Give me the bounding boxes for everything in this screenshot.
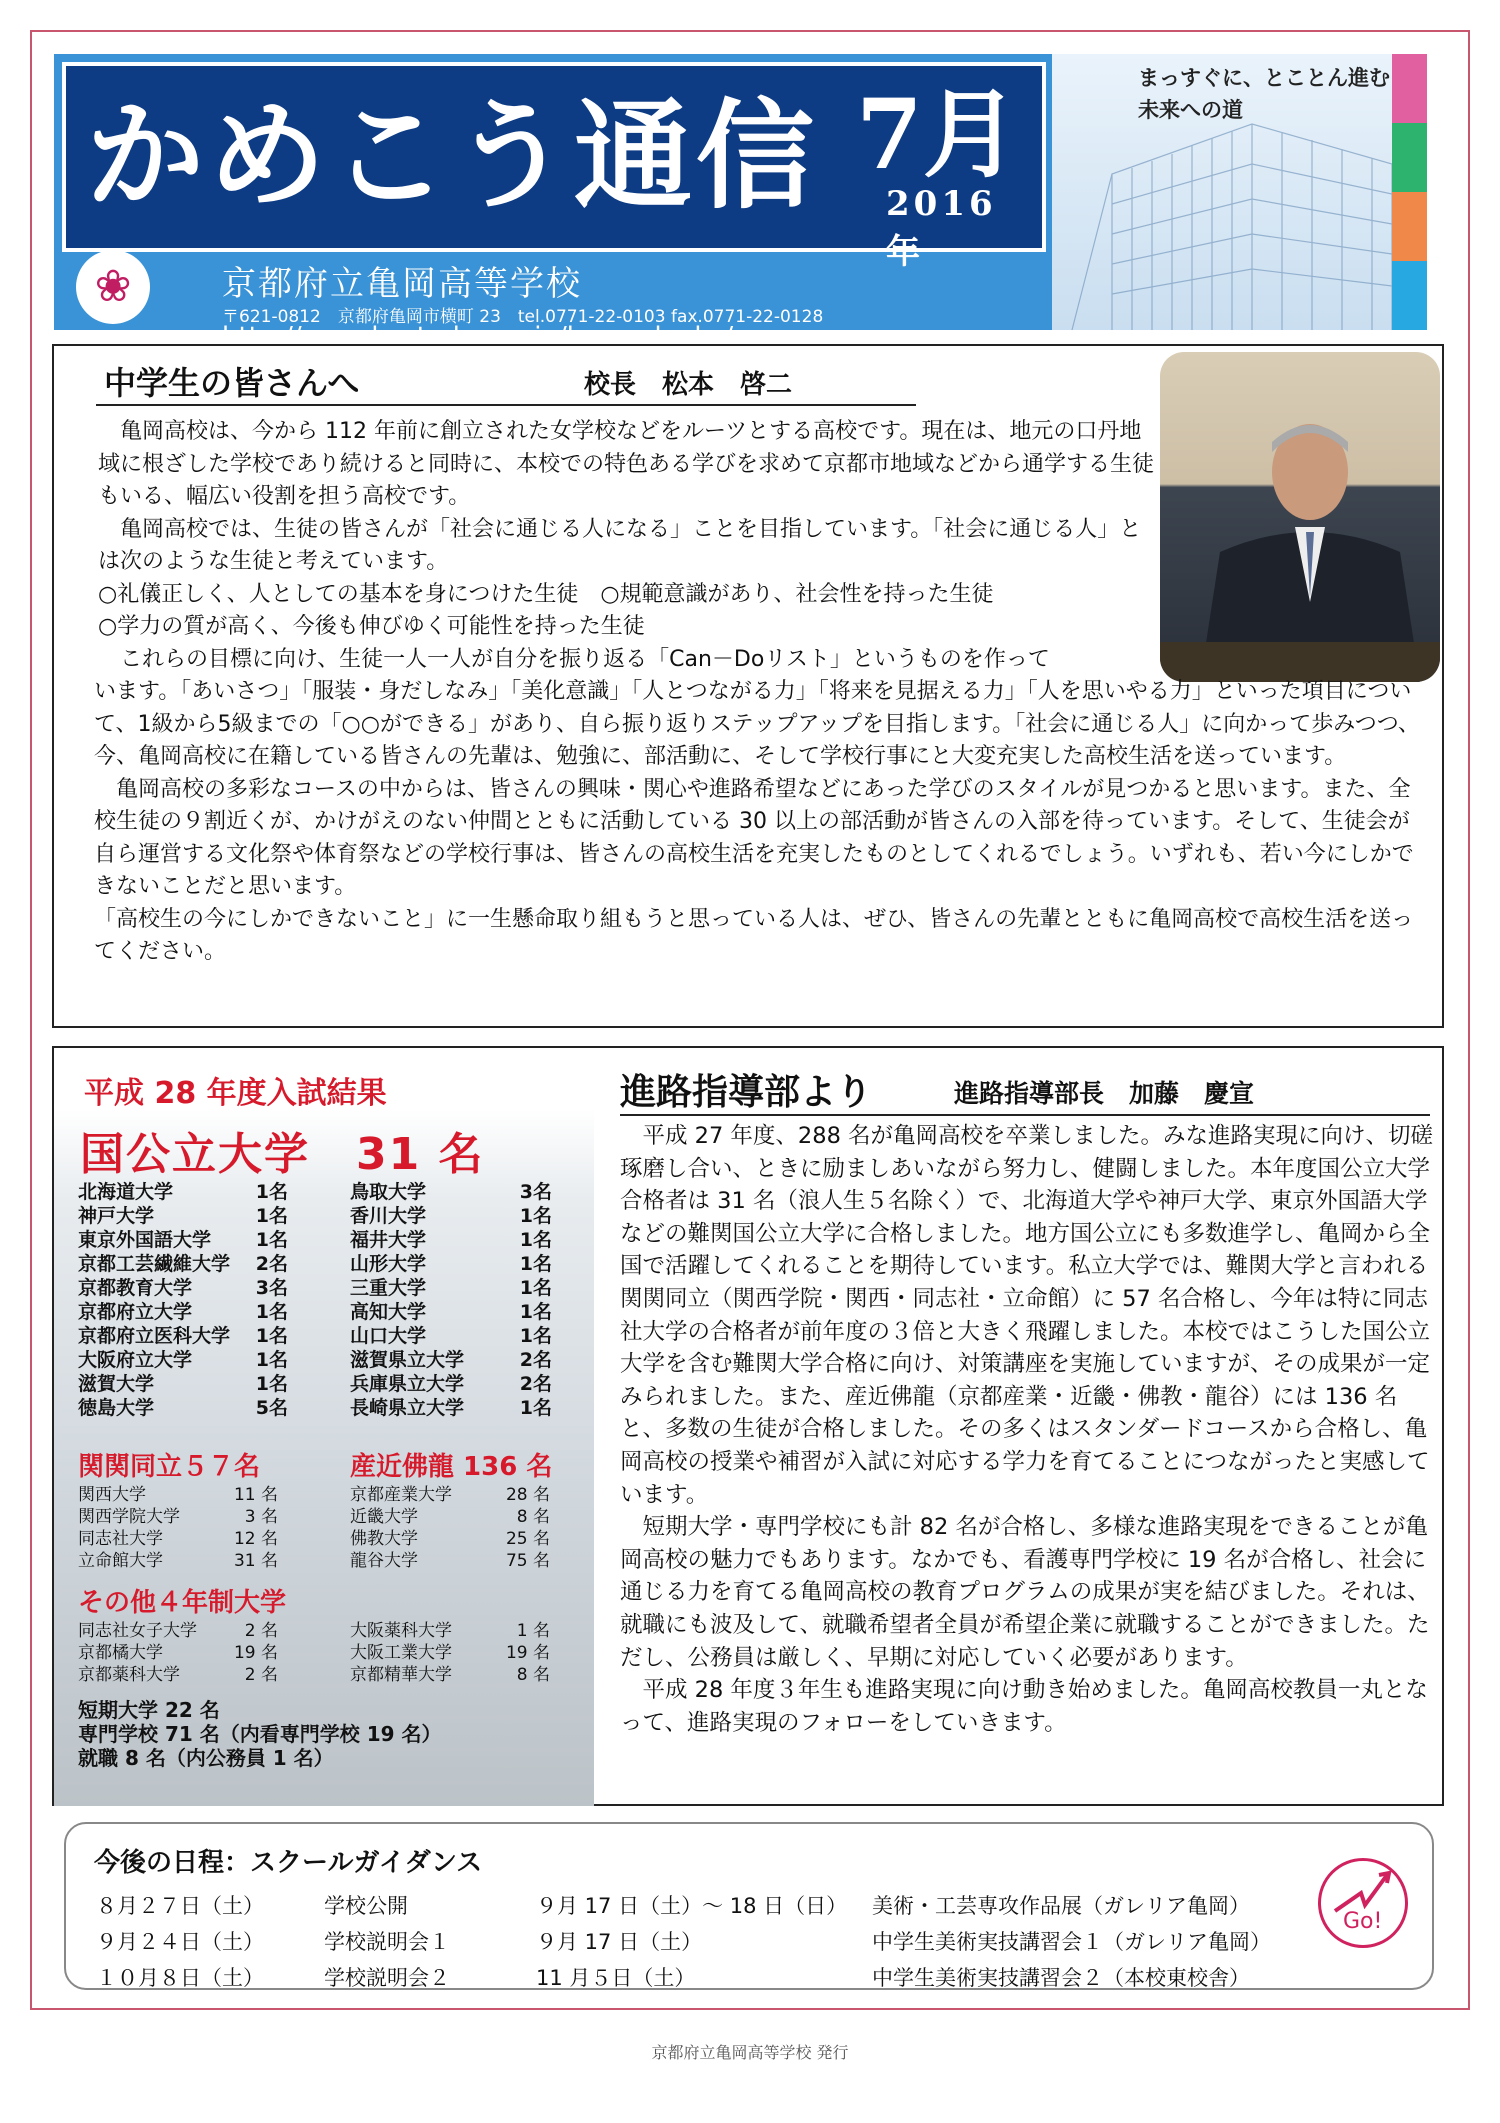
count: 1名 <box>255 1325 288 1347</box>
stripe-green <box>1392 123 1427 192</box>
principal-photo <box>1160 352 1440 682</box>
list-item <box>350 1324 552 1348</box>
univ-name: 神戸大学 <box>78 1205 155 1227</box>
univ-name: 京都橘大学 <box>78 1643 163 1663</box>
univ-name: 長崎県立大学 <box>350 1397 465 1419</box>
school-url[interactable]: http://www.kyoto-be.ne.jp/kameoka-hs/ <box>222 322 734 352</box>
list-item <box>78 1550 278 1572</box>
other-list-left <box>78 1620 278 1686</box>
paragraph: 平成 28 年度３年生も進路実現に向け動き始めました。亀岡高校教員一丸となって、進路実現のフォローをしていきます。 <box>620 1677 1428 1736</box>
career-heading: 進路指導部より <box>620 1072 873 1113</box>
univ-name: 徳島大学 <box>78 1397 155 1419</box>
univ-name: 立命館大学 <box>78 1551 163 1571</box>
list-item <box>350 1396 552 1420</box>
count: 8 名 <box>516 1507 550 1527</box>
list-item <box>350 1506 550 1528</box>
univ-name: 関西学院大学 <box>78 1507 180 1527</box>
schedule-event: 中学生美術実技講習会１（ガレリア亀岡） <box>872 1930 1271 1954</box>
issue-year: 2016 年 <box>886 184 997 272</box>
principal-heading: 中学生の皆さんへ <box>104 364 360 402</box>
vocational-total: 専門学校 71 名（内看専門学校 19 名） <box>78 1722 442 1746</box>
national-univ-total: 国公立大学 31 名 <box>80 1129 485 1180</box>
list-item <box>78 1664 278 1686</box>
univ-name: 高知大学 <box>350 1301 427 1323</box>
count: 1名 <box>255 1373 288 1395</box>
slogan-line-1: まっすぐに、とことん進む <box>1138 65 1390 90</box>
newsletter-title: かめこう通信 <box>86 86 819 225</box>
national-list-right <box>350 1180 552 1420</box>
count: 1名 <box>519 1229 552 1251</box>
schedule-box <box>64 1822 1434 1990</box>
list-item <box>350 1620 550 1642</box>
list-item <box>350 1348 552 1372</box>
list-item <box>78 1372 288 1396</box>
schedule-event: 中学生美術実技講習会２（本校東校舎） <box>872 1966 1250 1990</box>
list-item <box>350 1252 552 1276</box>
univ-name: 近畿大学 <box>350 1507 418 1527</box>
list-item <box>350 1528 550 1550</box>
list-item <box>78 1180 288 1204</box>
count: 2名 <box>255 1253 288 1275</box>
count: 2名 <box>519 1349 552 1371</box>
count: 1名 <box>519 1397 552 1419</box>
masthead-blue <box>54 54 1052 352</box>
list-item <box>350 1228 552 1252</box>
univ-name: 京都薬科大学 <box>78 1665 180 1685</box>
count: 2名 <box>519 1373 552 1395</box>
principal-text-top <box>98 416 1156 676</box>
masthead <box>54 54 1427 352</box>
list-item <box>350 1484 550 1506</box>
paragraph: います。「あいさつ」「服装・身だしなみ」「美化意識」「人とつながる力」「将来を見据える力」「人を思いやる力」といった項目について、1級から5級までの「○○ができる」があり、自ら振り返りステップアップを目指します。「社会に通じる人」に向かって歩みつつ、今、亀岡高校に在籍している皆さんの先輩は、勉強に、部活動に、そして学校行事にと大変充実した高校生活を送っています。 <box>94 679 1420 769</box>
count: 1名 <box>255 1229 288 1251</box>
paragraph: これらの目標に向け、生徒一人一人が自分を振り返る「Can－Doリスト」というものを作って <box>98 646 1050 672</box>
univ-name: 兵庫県立大学 <box>350 1373 465 1395</box>
count: 8 名 <box>516 1665 550 1685</box>
schedule-events-left <box>324 1888 450 1996</box>
paragraph: ○礼儀正しく、人としての基本を身につけた生徒 ○規範意識があり、社会性を持った生徒 <box>98 581 994 607</box>
principal-portrait <box>1160 352 1440 682</box>
list-item <box>350 1550 550 1572</box>
schedule-date: １０月８日（土） <box>96 1966 264 1990</box>
list-item <box>78 1620 278 1642</box>
list-item <box>78 1228 288 1252</box>
univ-name: 東京外国語大学 <box>78 1229 212 1251</box>
count: 1名 <box>519 1325 552 1347</box>
count: 1名 <box>255 1301 288 1323</box>
univ-name: 同志社大学 <box>78 1529 163 1549</box>
school-name: 京都府立亀岡高等学校 <box>222 264 582 304</box>
univ-name: 京都精華大学 <box>350 1665 452 1685</box>
school-address: 〒621-0812 京都府亀岡市横町 23 tel.0771-22-0103 fax.0771-22-0128 <box>222 307 824 327</box>
title-box <box>62 62 1046 272</box>
other-totals <box>78 1698 442 1770</box>
schedule-date: ８月２７日（土） <box>96 1894 264 1918</box>
paragraph: 亀岡高校は、今から 112 年前に創立された女学校などをルーツとする高校です。現在は、地元の口丹地域に根ざした学校であり続けると同時に、本校での特色ある学びを求めて京都市地域などから通学する生徒もいる、幅広い役割を担う高校です。 <box>98 419 1155 509</box>
schedule-date: ９月２４日（土） <box>96 1930 264 1954</box>
count: 19 名 <box>505 1643 550 1663</box>
schedule-date: 11 月５日（土） <box>536 1966 696 1990</box>
principal-byline: 校長 松本 啓二 <box>584 370 793 400</box>
count: 19 名 <box>233 1643 278 1663</box>
count: 1名 <box>255 1205 288 1227</box>
schedule-event: 学校説明会１ <box>324 1930 450 1954</box>
univ-name: 京都府立医科大学 <box>78 1325 231 1347</box>
univ-name: 山形大学 <box>350 1253 427 1275</box>
list-item <box>78 1300 288 1324</box>
univ-name: 北海道大学 <box>78 1181 174 1203</box>
list-item <box>78 1204 288 1228</box>
list-item <box>78 1506 278 1528</box>
list-item <box>350 1180 552 1204</box>
stripe-pink <box>1392 54 1427 123</box>
univ-name: 福井大学 <box>350 1229 427 1251</box>
paragraph: ○学力の質が高く、今後も伸びゆく可能性を持った生徒 <box>98 614 645 639</box>
schedule-date: ９月 17 日（土） <box>536 1930 703 1954</box>
slogan-line-2: 未来への道 <box>1138 97 1243 122</box>
results-title: 平成 28 年度入試結果 <box>84 1076 387 1111</box>
count: 1名 <box>519 1277 552 1299</box>
univ-name: 山口大学 <box>350 1325 427 1347</box>
count: 2 名 <box>244 1621 278 1641</box>
list-item <box>78 1642 278 1664</box>
heading-rule <box>620 1114 1430 1116</box>
employment-total: 就職 8 名（内公務員 1 名） <box>78 1746 334 1770</box>
go-label: Go! <box>1343 1909 1383 1934</box>
footer-publisher: 京都府立亀岡高等学校 発行 <box>651 2043 849 2062</box>
list-item <box>78 1252 288 1276</box>
schedule-event: 美術・工芸専攻作品展（ガレリア亀岡） <box>872 1894 1250 1918</box>
count: 1名 <box>255 1181 288 1203</box>
univ-name: 滋賀県立大学 <box>350 1349 465 1371</box>
count: 28 名 <box>505 1485 550 1505</box>
univ-name: 滋賀大学 <box>78 1373 155 1395</box>
skbr-title: 産近佛龍 136 名 <box>350 1452 553 1482</box>
career-text <box>620 1120 1438 1739</box>
count: 25 名 <box>505 1529 550 1549</box>
other-title: その他４年制大学 <box>78 1588 287 1618</box>
stripe-orange <box>1392 192 1427 261</box>
exam-results-panel <box>54 1048 594 1806</box>
univ-name: 同志社女子大学 <box>78 1621 197 1641</box>
count: 5名 <box>255 1397 288 1419</box>
issue-month: 7月 <box>856 78 1019 191</box>
list-item <box>78 1324 288 1348</box>
stripe-blue <box>1392 261 1427 330</box>
univ-name: 関西大学 <box>78 1485 146 1505</box>
building-illustration <box>1052 54 1392 330</box>
count: 1名 <box>519 1301 552 1323</box>
schedule-event: 学校公開 <box>324 1894 408 1918</box>
kkdr-list <box>78 1484 278 1572</box>
junior-college-total: 短期大学 22 名 <box>78 1698 220 1722</box>
univ-name: 京都産業大学 <box>350 1485 452 1505</box>
count: 75 名 <box>505 1551 550 1571</box>
schedule-dates-left <box>96 1888 264 1996</box>
univ-name: 京都工芸繊維大学 <box>78 1253 231 1275</box>
schedule-title: 今後の日程：スクールガイダンス <box>94 1848 483 1878</box>
principal-message <box>52 344 1444 1028</box>
kkdr-title: 関関同立５７名 <box>78 1452 261 1482</box>
list-item <box>78 1396 288 1420</box>
other-list-right <box>350 1620 550 1686</box>
school-crest-icon: ❀ <box>76 250 150 324</box>
univ-name: 大阪薬科大学 <box>350 1621 452 1641</box>
results-section <box>52 1046 1444 1806</box>
career-byline: 進路指導部長 加藤 慶宣 <box>954 1079 1255 1108</box>
count: 3名 <box>519 1181 552 1203</box>
count: 1 名 <box>516 1621 550 1641</box>
univ-name: 鳥取大学 <box>350 1181 427 1203</box>
list-item <box>78 1528 278 1550</box>
list-item <box>350 1642 550 1664</box>
list-item <box>78 1276 288 1300</box>
list-item <box>350 1664 550 1686</box>
univ-name: 香川大学 <box>350 1205 427 1227</box>
slogan <box>1138 62 1390 126</box>
count: 12 名 <box>233 1529 278 1549</box>
count: 3 名 <box>244 1507 278 1527</box>
schedule-events-right <box>872 1888 1271 1996</box>
principal-text-bottom <box>94 676 1430 969</box>
count: 11 名 <box>233 1485 278 1505</box>
color-stripes <box>1392 54 1427 330</box>
paragraph: 亀岡高校では、生徒の皆さんが「社会に通じる人になる」ことを目指しています。「社会に通じる人」とは次のような生徒と考えています。 <box>98 516 1142 574</box>
list-item <box>78 1348 288 1372</box>
list-item <box>350 1204 552 1228</box>
paragraph: 亀岡高校の多彩なコースの中からは、皆さんの興味・関心や進路希望などにあった学びのスタイルが見つかると思います。また、全校生徒の９割近くが、かけがえのない仲間とともに活動している 30 以上の部活動が皆さんの入部を待っています。そして、生徒会が自ら運営する文化祭や体育祭などの学校行事は、皆さんの高校生活を充実したものとしてくれるでしょう。いずれも、若い今にしかできないことだと思います。 <box>94 776 1414 899</box>
schedule-event: 学校説明会２ <box>324 1966 450 1990</box>
count: 1名 <box>255 1349 288 1371</box>
skbr-list <box>350 1484 550 1572</box>
list-item <box>78 1484 278 1506</box>
count: 2 名 <box>244 1665 278 1685</box>
count: 1名 <box>519 1205 552 1227</box>
univ-name: 大阪工業大学 <box>350 1643 452 1663</box>
heading-rule <box>96 404 916 406</box>
list-item <box>350 1276 552 1300</box>
univ-name: 京都府立大学 <box>78 1301 193 1323</box>
national-list-left <box>78 1180 288 1420</box>
schedule-dates-right <box>536 1888 847 1996</box>
arrow-icon <box>1321 1861 1411 1951</box>
go-arrow-icon <box>1318 1858 1408 1948</box>
univ-name: 三重大学 <box>350 1277 427 1299</box>
paragraph: 短期大学・専門学校にも計 82 名が合格し、多様な進路実現をできることが亀岡高校の魅力でもあります。なかでも、看護専門学校に 19 名が合格し、社会に通じる力を育てる亀岡高校の教育プログラムの成果が実を結びました。それは、就職にも波及して、就職希望者全員が希望企業に就職することができました。ただし、公務員は厳しく、早期に対応していく必要があります。 <box>620 1514 1430 1671</box>
univ-name: 佛教大学 <box>350 1529 418 1549</box>
paragraph: 平成 27 年度、288 名が亀岡高校を卒業しました。みな進路実現に向け、切磋琢磨し合い、ときに励ましあいながら努力し、健闘しました。本年度国公立大学合格者は 31 名（浪人生５名除く）で、北海道大学や神戸大学、東京外国語大学などの難関国公立大学に合格しました。地方国公立にも多数進学し、亀岡から全国で活躍してくれることを期待しています。私立大学では、難関大学と言われる関関同立（関西学院・関西・同志社・立命館）に 57 名合格し、今年は特に同志社大学の合格者が前年度の３倍と大きく飛躍しました。本校ではこうした国公立大学を含む難関大学合格に向け、対策講座を実施していますが、その成果が一定みられました。また、産近佛龍（京都産業・近畿・佛教・龍谷）には 136 名と、多数の生徒が合格しました。その多くはスタンダードコースから合格し、亀岡高校の授業や補習が入試に対応する学力を育てることにつながったと実感しています。 <box>620 1123 1434 1508</box>
list-item <box>350 1300 552 1324</box>
count: 1名 <box>519 1253 552 1275</box>
univ-name: 大阪府立大学 <box>78 1349 193 1371</box>
count: 3名 <box>255 1277 288 1299</box>
univ-name: 京都教育大学 <box>78 1277 193 1299</box>
paragraph: 「高校生の今にしかできないこと」に一生懸命取り組もうと思っている人は、ぜひ、皆さんの先輩とともに亀岡高校で高校生活を送ってください。 <box>94 906 1414 964</box>
schedule-date: ９月 17 日（土）～ 18 日（日） <box>536 1894 848 1918</box>
univ-name: 龍谷大学 <box>350 1551 418 1571</box>
count: 31 名 <box>233 1551 278 1571</box>
list-item <box>350 1372 552 1396</box>
